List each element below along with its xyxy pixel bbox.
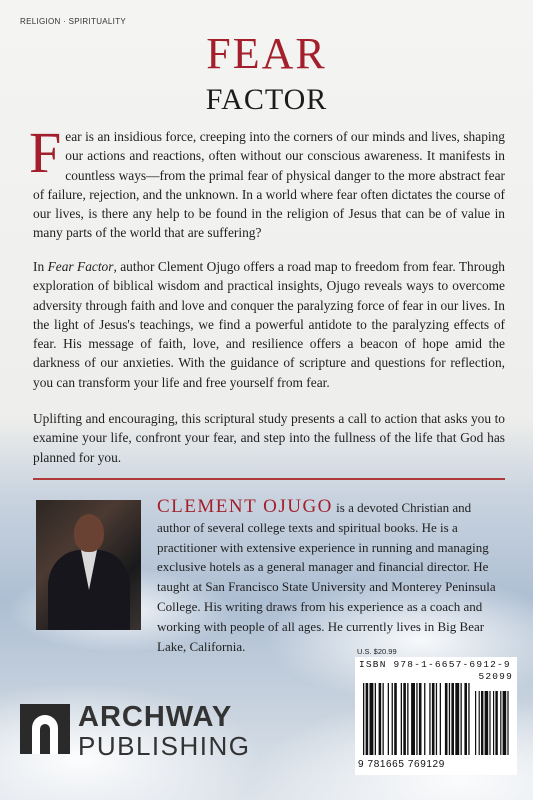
paragraph-summary-text: , author Clement Ojugo offers a road map to freedom from fear. Through exploration of biblical wisdom and practical insights, Ojugo reveals ways to overcome adversity through faith and love and conquer the paralyzing force of fear in our lives. In the light of Jesus's teachings, we find a powerful antidote to the paralyzing effects of fear. His message of faith, love, and resilience offers a beacon of hope amid the darkness of our anxieties. With the guidance of scripture and questions for reflection, you can transform your life and free yourself from fear.: [33, 259, 505, 390]
book-title: FEAR: [206, 29, 327, 78]
author-name: CLEMENT OJUGO: [157, 496, 333, 517]
paragraph-closing: Uplifting and encouraging, this scriptural study presents a call to action that asks you to examine your life, confront your fear, and step into the fullness of the life that God has planned for you.: [33, 411, 505, 465]
paragraph-intro: [29, 120, 505, 243]
paragraph-intro-text: ear is an insidious force, creeping into the corners of our minds and lives, shaping our actions and reactions, often without our conscious awareness. It manifests in countless ways—from the primal fear of physical danger to the more abstract fear of failure, rejection, and the unknown. In a world where fear often dictates the course of our lives, is there any help to be found in the religion of Jesus that can be of value in many parts of the world that are suffering?: [33, 129, 505, 241]
author-bio-text: is a devoted Christian and author of several college texts and spiritual books. He is a practitioner with extensive experience in running and managing exclusive hotels as a general manager and financial director. He taught at San Francisco State University and Monterey Peninsula College. His writing draws from his experience as a coach and working with people of all ages. He currently lives in Big Bear Lake, California.: [157, 500, 496, 654]
ean-number: 9 781665 769129: [358, 759, 445, 770]
paragraph-summary-lead: In: [33, 259, 48, 274]
addon-code: 52099: [478, 671, 513, 682]
book-subtitle: FACTOR: [205, 83, 328, 116]
isbn-text: ISBN 978-1-6657-6912-9: [359, 659, 511, 670]
divider-rule: [33, 478, 505, 480]
barcode-panel: [355, 657, 517, 775]
publisher-name: ARCHWAY: [78, 701, 233, 733]
barcode-icon: [361, 683, 511, 757]
author-photo: [36, 500, 141, 630]
publisher-subname: PUBLISHING: [78, 731, 251, 761]
paragraph-summary-book-title: Fear Factor: [47, 259, 114, 274]
author-bio: [157, 497, 507, 656]
paragraph-summary: [33, 257, 505, 392]
price-label: U.S. $20.99: [357, 647, 397, 656]
drop-cap: F: [29, 120, 62, 185]
category-label: RELIGION · SPIRITUALITY: [20, 17, 127, 26]
archway-logo-icon: [20, 704, 70, 754]
